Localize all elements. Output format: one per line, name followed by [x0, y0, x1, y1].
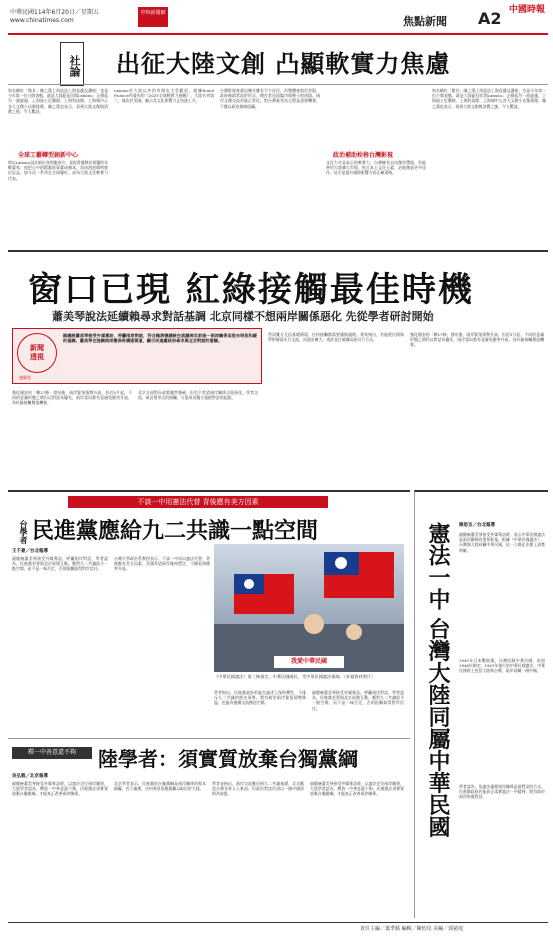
editorial-stamp: 社論 — [60, 42, 84, 86]
story3-byline: 王千豪／台北報導 — [12, 549, 48, 554]
issue-date: 中華民國114年6月20日／星期五 — [10, 9, 99, 16]
roc-flag-icon-2 — [234, 574, 294, 614]
roc-flag-icon — [324, 552, 394, 598]
flag-photo — [214, 544, 404, 672]
story2-subhead: 蕭美琴說法延續賴尋求對話基調 北京同樣不想兩岸關係惡化 先從學者研討開始 — [52, 310, 434, 323]
story4-col4: 副總統蕭美琴接受外媒專訪時，以憲法定位兩岸關係，大陸學者認為，釋放一中善意還不夠，民進黨必須實質放棄台獨黨綱，才能真正改善兩岸關係。 — [310, 781, 404, 797]
photo-caption: 《中華民國憲法》第三條規定，中華民國國民，受中華民國憲法保障。（本報資料照片） — [214, 674, 376, 679]
section-title: 焦點新聞 — [403, 15, 447, 28]
story3-kicker: 台學者 — [19, 520, 29, 544]
editorial-col2: Labubu於大陸以外的市場也大受歡迎，根據Brand Finance所發布的《2025全球軟實力指數》，大陸名列第二，僅次於美國，顯示其文化影響力正快速上升。 — [114, 88, 214, 104]
story3-col2: 台灣大學政治系教授表示，不談一中而以憲法代替，背後應有美方因素，美國希望兩岸維持穩定，不願看到衝突升高。 — [114, 556, 210, 572]
story4-col2: 北京學者表示，民進黨的台獨黨綱是兩岸關係的根本障礙，若不處理，任何善意表態都難以取信於大陸。 — [114, 781, 206, 792]
page-number: A2 — [478, 9, 502, 28]
story3-col1: 副總統蕭美琴接受外媒專訪，呼籲兩岸對話，學者認為，民進黨若要與北京展開互動，應對九二共識給予一點空間，而不是一味否定，否則很難取得對岸信任。 — [12, 556, 108, 572]
taiwan-scholar-story — [8, 490, 410, 735]
small-logo: 中時新聞網 — [138, 7, 168, 27]
story3-banner: 不談一中用憲法代替 背後應有美方因素 — [68, 496, 328, 508]
mainland-scholar-story — [8, 738, 410, 918]
chinatimes-logo: 中國時報 — [508, 5, 545, 15]
story3-col4: 副總統蕭美琴接受外媒專訪，呼籲兩岸對話，學者認為，民進黨若要與北京展開互動，應對九二共識給予一點空間，而不是一味否定，否則很難取得對岸信任。 — [312, 690, 404, 711]
story5-byline: 陳思言／台北報導 — [459, 523, 495, 528]
story4-byline: 吳弘毅／北京報導 — [12, 774, 48, 779]
editorial-col5: 知名網紅「館長」陳之漢上周造訪上海直播及講座，也是今年第一位公開表態、就是大陸絕佳民間Labubu」正掀起另一波旋風，上海迪士尼樂園、上海科技館、上海城中心各大文創小店都排隊，陳之漢也表示，看到大陸文創與消費之強，令人驚訝。 — [432, 88, 546, 109]
editorial-col1: 知名網紅「館長」陳之漢上周造訪上海直播及講座，也是今年第一位公開表態、就是大陸絕佳民間Labubu」正掀起另一波旋風，上海迪士尼樂園、上海科技館、上海城中心各大文創小店都排隊，陳之漢也表示，看到大陸文創與消費之強，令人驚訝。 — [8, 88, 108, 114]
editorial-col4: 文化力才是真正的軟實力，台灣擁有自由創作環境，若能善用大陸廣大市場，結合本土文化元素，必能創造更多佳作，這才是提升國際影響力的正確道路。 — [326, 160, 426, 176]
story4-col3: 學者並指出，兩岸交流應回到九二共識基礎，北京歡迎台灣各界人士來訪，但政治對話仍須以一個中國原則為前提。 — [212, 781, 304, 797]
footer-rule — [8, 922, 548, 923]
editorial-headline: 出征大陸文創 凸顯軟實力焦慮 — [116, 50, 451, 78]
footer-credits: 責任主編／葉季銘 編輯／陳怡玟 美編／郭慈庭 — [360, 926, 464, 932]
story2-col4: 強化國安的「賴17條」發布後，兩岸緊張情勢升高，但近5月起，不同的意識形態之間仍以對話為優先，兩岸當局都有意避免衝突升級，為紅綠接觸創造機會。 — [410, 332, 544, 348]
news-analysis-box — [12, 328, 262, 384]
editorial-col3: 台灣影視產業這幾年雖有不少佳作，但整體產值仍有限，政府補助常流於形式，創作者也面臨市場狹小的困境。兩岸文創交流若能正常化，對台灣業者而言將是重要機會，不應以政治掛帥阻礙。 — [220, 88, 320, 109]
editorial-col1b: 徐以Labubu設計師出身的龍家升，是從香港移居荷蘭的年輕畫家，他把心中的精靈故事畫成繪本，再由泡泡瑪特推出盲盒，如今這一系列在全球爆紅，成為大陸文化軟實力代表。 — [8, 160, 108, 181]
story5-col1: 副總統蕭美琴接受外媒專訪時，表示中華民國憲法是兩岸關係的重要框架，根據《中華民國憲法》，台灣與大陸同屬中華民國，這一立場在法理上清楚明確。 — [459, 532, 545, 553]
story4-headline: 陸學者：須實質放棄台獨黨綱 — [98, 747, 358, 771]
story3-col3: 學者指出，民進黨政府若能在論述上保持彈性，不排斥九二共識的歷史事實，將有助於兩岸緊張情勢降溫，也能為後續交流創造空間。 — [214, 690, 306, 706]
story2-byline: 連佩雯 — [19, 375, 31, 380]
story4-col1: 副總統蕭美琴接受外媒專訪時，以憲法定位兩岸關係，大陸學者認為，釋放一中善意還不夠，民進黨必須實質放棄台獨黨綱，才能真正改善兩岸關係。 — [12, 781, 108, 797]
editorial-story — [8, 38, 548, 238]
story5-col3: 學者認為，依憲法處理兩岸關係是最穩妥的方式，民進黨政府若能真正落實憲法一中精神，將有助於兩岸恢復對話。 — [459, 784, 545, 800]
editorial-subhead-1: 全球工藝轉型創新中心 — [18, 152, 79, 159]
story3-headline: 民進黨應給九二共識一點空間 — [32, 519, 319, 544]
masthead — [8, 5, 548, 35]
story2-col3: 然而雙方互信基礎薄弱，任何接觸都需要謹慎處理。專家指出，若能從民間與學術層面先行交流，再逐步擴大，或許是打破僵局的可行方式。 — [268, 332, 404, 343]
site-url[interactable]: www.chinatimes.com — [10, 17, 74, 24]
story2-col1: 強化國安的「賴17條」發布後，兩岸緊張情勢升高，但近5月起，不同的意識形態之間仍以對話為優先，兩岸當局都有意避免衝突升級，為紅綠接觸創造機會。 — [12, 390, 132, 406]
constitution-story — [414, 490, 548, 918]
story2-col2: 北京方面對台政策雖然強硬，但也不希望兩岸關係全面惡化，學者交流、研討會形式的接觸，可望成為雙方重啟對話的起點。 — [138, 390, 258, 401]
story2-lead: 副總統蕭美琴接受外媒專訪，呼籲兩岸對話，符合賴清德總統在就職周年前後一兩岸關係但從未明拒和緩的基調。蕭美琴也強調兩岸應保持溝通管道，顯示民進黨政府尋求與北京對話的意願。 — [63, 333, 257, 344]
story5-headline: 憲法一中 台灣大陸同屬中華民國 — [425, 522, 450, 838]
story5-col2: 1945年日本戰敗後，台灣回歸中華民國，依照1946年制定、1947年施行的中華民國憲法，中華民國領土包括大陸與台灣，兩岸同屬一個中國。 — [459, 658, 545, 674]
contact-window-story — [8, 250, 548, 485]
analysis-label-2: 透視 — [30, 352, 44, 361]
photo-sign: 我愛中華民國 — [274, 656, 344, 668]
flag-photo-illustration — [214, 544, 404, 672]
editorial-subhead-2: 政治補助栓格台灣影視 — [333, 152, 394, 159]
story2-headline: 窗口已現 紅綠接觸最佳時機 — [28, 270, 474, 310]
analysis-badge — [17, 333, 57, 373]
divider — [8, 84, 548, 85]
story4-kicker: 釋一中善意還不夠 — [12, 747, 92, 759]
analysis-label-1: 新聞 — [30, 343, 44, 352]
